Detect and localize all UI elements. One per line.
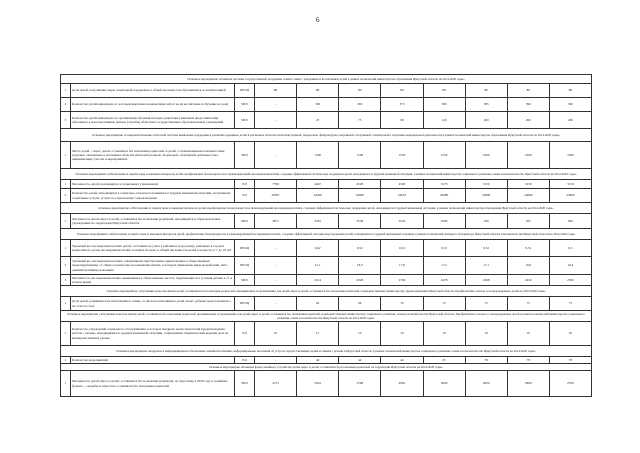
value-cell: 17,8 xyxy=(381,257,423,275)
value-cell: 72 xyxy=(423,297,465,311)
section-title: Основное мероприятие «Улучшение качества жизни детей, оставшихся без попечения родителей, проживающих и организацию для детей-сирот и детей, оставшихся без попечения родителей, подведомственных министерству здравоохранения Иркутской области. Профилактика отказов от новорожденных детей на 2014-2020 годы» xyxy=(61,286,592,297)
value-cell: 3500 xyxy=(423,214,465,229)
row-number: 1 xyxy=(61,297,71,311)
section-header-row xyxy=(61,229,592,240)
page-number: 6 xyxy=(316,16,320,24)
value-cell: 80 xyxy=(423,84,465,98)
value-cell: 0,62 xyxy=(297,240,339,257)
value-cell: 44 xyxy=(297,357,339,364)
row-number: 2 xyxy=(61,257,71,275)
unit-cell: ЧЕЛ xyxy=(235,371,255,397)
value-cell: 363 xyxy=(339,98,381,112)
unit-cell: ЕД xyxy=(235,357,255,364)
indicator-name: Число детей – сирот, детей, оставшихся без попечения родителей, и детей с ограниченными возможностями здоровья, охваченных в различных областях интеллектуальной, творческой, спортивной деятельностью, принимающих участие в мероприятиях xyxy=(71,142,235,169)
value-cell: 2900 xyxy=(465,371,507,397)
table-row xyxy=(61,297,592,311)
indicator-name: Удельный вес несовершеннолетних детей, состоящих на учете в районных (городских), районных в городах комиссиях по делам несовершеннолетних и защите их прав, в общей численности детей в возрасте от 7 до 18 лет xyxy=(71,240,235,257)
indicator-name: Численность детей-сирот и детей, оставшихся без попечения родителей, находящихся в образовательных учреждениях на территории Иркутской области xyxy=(71,214,235,229)
table-row xyxy=(61,275,592,286)
row-number: 2 xyxy=(61,189,71,203)
value-cell: 24690 xyxy=(507,189,549,203)
row-number: 1 xyxy=(61,357,71,364)
value-cell: 78 xyxy=(465,357,507,364)
section-header-row xyxy=(61,286,592,297)
value-cell: 4981 xyxy=(381,371,423,397)
value-cell: 80 xyxy=(255,84,297,98)
indicator-name: Количество учреждений социального обслуживания, в которых внедрена новая технология предупреждения работы с детьми, находящимися в трудной жизненной ситуации, социальными специалистами ведения дела на межведомственном уровне xyxy=(71,322,235,346)
value-cell: 75 xyxy=(507,297,549,311)
unit-cell: ПРОЦ xyxy=(235,297,255,311)
section-header-row xyxy=(61,75,592,84)
value-cell: 10 xyxy=(339,322,381,346)
value-cell: 15 xyxy=(297,322,339,346)
row-number: 1 xyxy=(61,142,71,169)
value-cell: - xyxy=(255,98,297,112)
section-title: Основное мероприятие «Обеспечение и защита прав и законных интересов детей, профилактика безнадзорности и правонарушений несовершеннолетних, создание эффективной системы мер поддержки детей, находящихся в трудной жизненной ситуации, в рамках полномочий министерства социального развития, опеки и попечительства Иркутской области на 2014-2020 годы» xyxy=(61,169,592,180)
table-row xyxy=(61,240,592,257)
section-title: Основное мероприятие «Развитие форм семейного устройства детей-сирот и детей, оставшихся без попечения родителей, на территории Иркутской области на 2014-2020 годы» xyxy=(61,364,592,371)
unit-cell: ПРОЦ xyxy=(235,240,255,257)
value-cell: 10 xyxy=(465,322,507,346)
row-number: 3 xyxy=(61,112,71,129)
indicator-name: Численность детей, находящихся в социальных учреждениях xyxy=(71,180,235,189)
value-cell: 24653 xyxy=(381,189,423,203)
value-cell: 75 xyxy=(339,112,381,129)
value-cell: 3170 xyxy=(423,180,465,189)
section-title: Основное мероприятие «Развитие системы государственной поддержки семей в связи с рождением и воспитанием детей в рамках полномочий министерства образования Иркутской области на 2014-2020 годы» xyxy=(61,75,592,84)
value-cell: 5916 xyxy=(297,371,339,397)
value-cell: 25 xyxy=(297,112,339,129)
value-cell: 18,3 xyxy=(339,257,381,275)
section-header-row xyxy=(61,129,592,142)
value-cell: - xyxy=(255,275,297,286)
value-cell: 3150 xyxy=(507,180,549,189)
value-cell: 80 xyxy=(381,84,423,98)
row-number: 1 xyxy=(61,214,71,229)
value-cell: 2390 xyxy=(549,275,591,286)
unit-cell: ПРОЦ xyxy=(235,84,255,98)
value-cell: 1500 xyxy=(297,142,339,169)
value-cell: 385 xyxy=(465,98,507,112)
value-cell: 390 xyxy=(507,98,549,112)
unit-cell: ЕД xyxy=(235,180,255,189)
value-cell: 0,51 xyxy=(507,240,549,257)
value-cell: 80 xyxy=(465,84,507,98)
value-cell: 78 xyxy=(507,357,549,364)
value-cell: - xyxy=(255,112,297,129)
value-cell: 17,2 xyxy=(423,257,465,275)
section-title: Основное мероприятие «Совершенствование областной системы выявления, поддержки и развития одаренных детей в различных областях интеллектуальной, творческой, физкультурно-спортивной, спортивной, технической и спортивно-видеиальной деятельности в рамках полномочий министерства образования Иркутской области на 2014-2020 годы» xyxy=(61,129,592,142)
value-cell: - xyxy=(255,257,297,275)
unit-cell: ЧЕЛ xyxy=(235,98,255,112)
value-cell: 4731 xyxy=(255,371,297,397)
value-cell: 200 xyxy=(465,112,507,129)
unit-cell: ЧЕЛ xyxy=(235,275,255,286)
value-cell: 17,1 xyxy=(465,257,507,275)
row-number: 3 xyxy=(61,275,71,286)
indicator-name: Численность детей-сирот и детей, оставшихся без попечения родителей, по взрослому в 2020 году в семейных формах ... свадьбы и сиротства оставшихся без попечения родителей xyxy=(71,371,235,397)
row-number: 1 xyxy=(61,84,71,98)
indicators-table xyxy=(60,74,592,397)
value-cell: 24680 xyxy=(465,189,507,203)
value-cell: 0,5 xyxy=(549,240,591,257)
value-cell: 75 xyxy=(549,297,591,311)
value-cell: 3150 xyxy=(465,180,507,189)
value-cell: 2468 xyxy=(465,275,507,286)
value-cell: 4447 xyxy=(297,180,339,189)
section-header-row xyxy=(61,203,592,214)
value-cell: - xyxy=(255,297,297,311)
value-cell: 1600 xyxy=(549,142,591,169)
value-cell: 120 xyxy=(423,112,465,129)
value-cell: - xyxy=(255,357,297,364)
value-cell: 66 xyxy=(339,297,381,311)
value-cell: - xyxy=(255,142,297,169)
value-cell: 21,1 xyxy=(297,257,339,275)
unit-cell: ЧЕЛ xyxy=(235,214,255,229)
section-title: Основное мероприятие «Кадровое и информационное обеспечение семейной политики, информирование населения об услугах, предоставляемых детям и семьям с детьми в Иркутской области, в рамках полномочий министерства социального развития, опеки и попечительства Иркутской области на 2014-2020 годы» xyxy=(61,346,592,357)
value-cell: 920 xyxy=(549,214,591,229)
value-cell: 44 xyxy=(339,357,381,364)
table-row xyxy=(61,257,592,275)
value-cell: 0,52 xyxy=(339,240,381,257)
table-row xyxy=(61,180,592,189)
value-cell: 363 xyxy=(297,98,339,112)
value-cell: 10 xyxy=(423,322,465,346)
value-cell: 1550 xyxy=(381,142,423,169)
value-cell: 44 xyxy=(381,357,423,364)
value-cell: 2432 xyxy=(507,275,549,286)
table-row xyxy=(61,189,592,203)
value-cell: 2700 xyxy=(381,275,423,286)
value-cell: 0,52 xyxy=(465,240,507,257)
value-cell: 62 xyxy=(297,297,339,311)
value-cell: 2478 xyxy=(423,275,465,286)
indicator-name: Численность несовершеннолетних, выявленных в общественных местах, нарушающих все условия детьми в ст. в ночное время xyxy=(71,275,235,286)
value-cell: 3150 xyxy=(549,180,591,189)
indicator-name: Удельный вес несовершеннолетних, совершивших преступления, привлеченных к общественным правонарушениям, от общего количества несовершеннолетних, в которых применены меры воздействия, либо административные наказания xyxy=(71,257,235,275)
value-cell: 0,53 xyxy=(423,240,465,257)
value-cell: 16,9 xyxy=(507,257,549,275)
indicator-name: Доля детей, родившихся не испытавшие в семьи, от числа воспитанников детей своего ребенка подготовленного не отчется ссыл xyxy=(71,297,235,311)
value-cell: 260 xyxy=(549,112,591,129)
value-cell: 930 xyxy=(465,214,507,229)
table-row xyxy=(61,98,592,112)
section-header-row xyxy=(61,364,592,371)
value-cell: 80 xyxy=(297,84,339,98)
table-row xyxy=(61,84,592,98)
section-header-row xyxy=(61,311,592,322)
value-cell: 3524 xyxy=(381,214,423,229)
value-cell: 1500 xyxy=(339,142,381,169)
value-cell: 24600 xyxy=(339,189,381,203)
table-row xyxy=(61,112,592,129)
indicator-name: Количество детей-инвалидов, по которым выплачена компенсация затрат на их воспитание и обучение на дому xyxy=(71,98,235,112)
value-cell: 3581 xyxy=(297,214,339,229)
value-cell: 2700 xyxy=(549,371,591,397)
section-header-row xyxy=(61,346,592,357)
value-cell: 373 xyxy=(381,98,423,112)
unit-cell: ПРОЦ xyxy=(235,257,255,275)
value-cell: 380 xyxy=(423,98,465,112)
value-cell: 7799 xyxy=(255,180,297,189)
row-number: 1 xyxy=(61,371,71,397)
table-row xyxy=(61,142,592,169)
value-cell: 10 xyxy=(549,322,591,346)
value-cell: 3871 xyxy=(255,214,297,229)
value-cell: 80 xyxy=(549,84,591,98)
value-cell: - xyxy=(255,240,297,257)
unit-cell: ЕД xyxy=(235,322,255,346)
row-number: 2 xyxy=(61,98,71,112)
row-number: 1 xyxy=(61,240,71,257)
value-cell: 25 xyxy=(423,357,465,364)
section-title: Основное мероприятие «Улучшение качества жизни детей, оставшихся без попечения родителей, проживающих и учреждениях для детей-сирот и детей, оставшихся без попечения родителей, подведомственных министерству социального развития, опеки и попечительства Иркутской области. Профилактика отказов от новорожденных детей в рамках полномочий министерства социального развития, опеки и попечительства Иркутской области на 2014-2020 годы» xyxy=(61,311,592,322)
indicator-name: Количество детей-инвалидов, по организации обучения которых родителям (законным представителям) обратились в консультативные центры (службы) областных государственных образовательных учреждений xyxy=(71,112,235,129)
section-header-row xyxy=(61,169,592,180)
indicator-name: Количество мероприятий xyxy=(71,357,235,364)
table-row xyxy=(61,214,592,229)
value-cell: 1600 xyxy=(465,142,507,169)
value-cell: 24690 xyxy=(549,189,591,203)
value-cell: 2926 xyxy=(339,275,381,286)
value-cell: 99 xyxy=(381,112,423,129)
value-cell: 24680 xyxy=(423,189,465,203)
value-cell: 78 xyxy=(549,357,591,364)
section-title: Основное мероприятие «Обеспечение и защита прав и законных интересов детей, профилактика безнадзорности и правонарушений несовершеннолетних, создание эффективной системы мер поддержки детей, находящихся в трудной жизненной ситуации, в рамках полномочий Аппарата Губернатора Иркутской области и Правительства Иркутской области на 2014-2020 годы» xyxy=(61,229,592,240)
value-cell: 4314 xyxy=(297,275,339,286)
value-cell: 10 xyxy=(255,322,297,346)
unit-cell: ЧЕЛ xyxy=(235,142,255,169)
value-cell: 80 xyxy=(507,84,549,98)
value-cell: 3558 xyxy=(339,214,381,229)
value-cell: 0,54 xyxy=(381,240,423,257)
value-cell: 5506 xyxy=(339,371,381,397)
table-row xyxy=(61,322,592,346)
value-cell: 20397 xyxy=(255,189,297,203)
value-cell: 70 xyxy=(381,297,423,311)
value-cell: 925 xyxy=(507,214,549,229)
value-cell: 75 xyxy=(465,297,507,311)
value-cell: 1600 xyxy=(507,142,549,169)
row-number: 1 xyxy=(61,180,71,189)
table-row xyxy=(61,371,592,397)
section-title: Основное мероприятие «Обеспечение и защита прав и законных интересов детей, профилактика безнадзорности и правонарушений несовершеннолетних, создание эффективной системы мер поддержки детей, находящихся в трудной жизненной ситуации, в рамках полномочий министерства образования Иркутской области на 2014-2020 годы» xyxy=(61,203,592,214)
value-cell: 80 xyxy=(339,84,381,98)
value-cell: 260 xyxy=(507,112,549,129)
indicator-name: Количество детей, находящихся в социально опасном положении и в трудной жизненной ситуации, получивших социальные услуги, услуги по социальному сопровождению xyxy=(71,189,235,203)
value-cell: 10 xyxy=(507,322,549,346)
value-cell: 4500 xyxy=(381,180,423,189)
value-cell: 16,4 xyxy=(549,257,591,275)
indicator-name: Доля детей, получивших меры социальной поддержки, в общей численности обратившихся за компенсацией xyxy=(71,84,235,98)
value-cell: 24459 xyxy=(297,189,339,203)
unit-cell: ЕД xyxy=(235,189,255,203)
table-row xyxy=(61,357,592,364)
value-cell: 5000 xyxy=(423,371,465,397)
value-cell: 4529 xyxy=(339,180,381,189)
row-number: 1 xyxy=(61,322,71,346)
value-cell: 390 xyxy=(549,98,591,112)
value-cell: 2800 xyxy=(507,371,549,397)
value-cell: 1550 xyxy=(423,142,465,169)
value-cell: 10 xyxy=(381,322,423,346)
unit-cell: ЧЕЛ xyxy=(235,112,255,129)
